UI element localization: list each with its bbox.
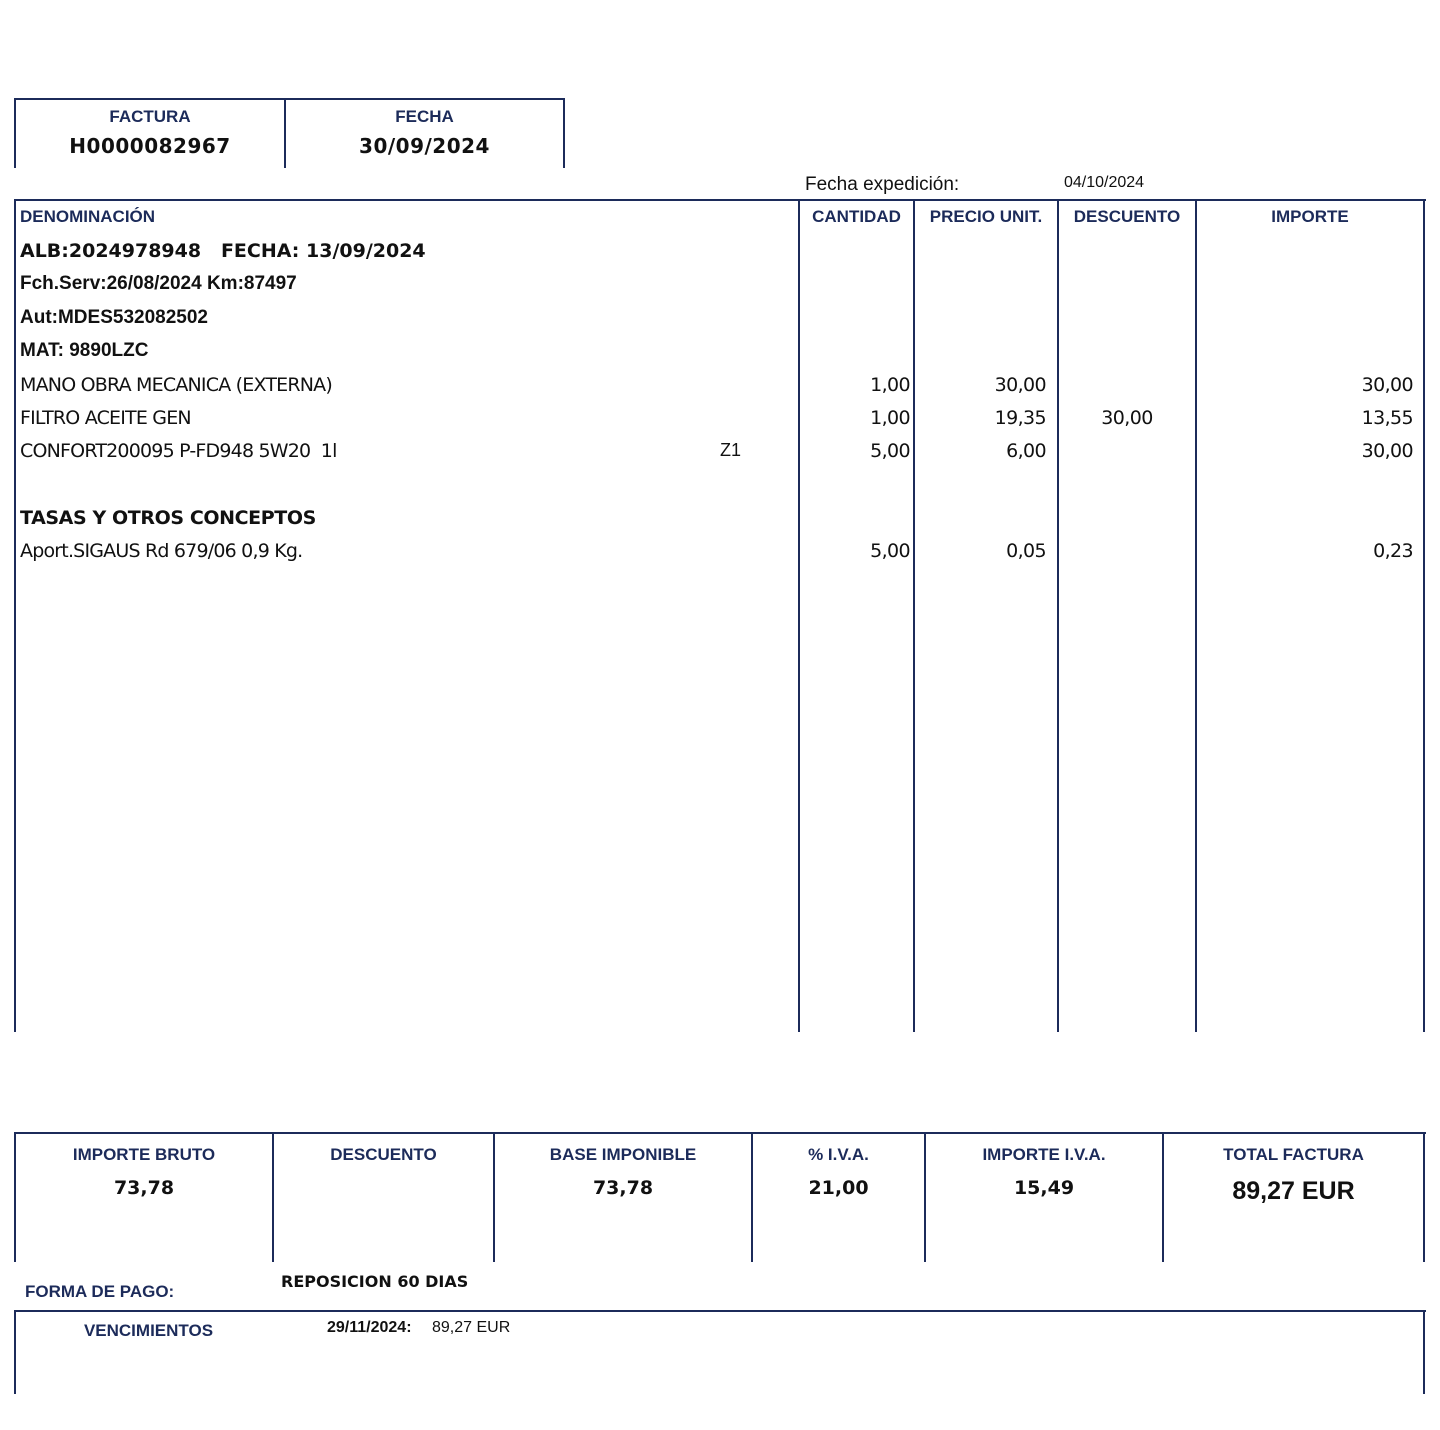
importe-iva-label: IMPORTE I.V.A. <box>982 1145 1106 1164</box>
divider <box>1423 1132 1425 1262</box>
item-importe: 30,00 <box>1361 374 1413 396</box>
col-header-denominacion: DENOMINACIÓN <box>20 207 156 226</box>
item-precio: 0,05 <box>1006 540 1046 562</box>
item-precio: 6,00 <box>1006 440 1046 462</box>
divider <box>1423 1310 1425 1394</box>
col-header-importe: IMPORTE <box>1271 207 1349 226</box>
item-code: Z1 <box>720 440 742 460</box>
item-description: FILTRO ACEITE GEN <box>20 407 191 429</box>
divider <box>913 199 915 1032</box>
item-importe: 30,00 <box>1361 440 1413 462</box>
divider <box>1057 199 1059 1032</box>
item-description: Aport.SIGAUS Rd 679/06 0,9 Kg. <box>20 540 303 562</box>
base-imponible-label: BASE IMPONIBLE <box>549 1145 697 1164</box>
iva-percent-value: 21,00 <box>808 1177 869 1199</box>
item-importe: 0,23 <box>1373 540 1413 562</box>
factura-number: H0000082967 <box>69 134 231 158</box>
base-imponible-value: 73,78 <box>592 1177 654 1199</box>
item-precio: 30,00 <box>994 374 1046 396</box>
section-title-tasas: TASAS Y OTROS CONCEPTOS <box>20 507 316 529</box>
fecha-label: FECHA <box>395 107 454 126</box>
item-cantidad: 1,00 <box>870 407 910 429</box>
divider <box>1195 199 1197 1032</box>
divider <box>14 98 565 100</box>
divider <box>14 1132 1426 1134</box>
item-descuento: 30,00 <box>1101 407 1153 429</box>
expedicion-date: 04/10/2024 <box>1064 174 1145 191</box>
item-cantidad: 1,00 <box>870 374 910 396</box>
item-cantidad: 5,00 <box>870 440 910 462</box>
divider <box>14 1310 1426 1312</box>
divider <box>14 199 16 1032</box>
iva-percent-label: % I.V.A. <box>808 1145 869 1164</box>
item-description: CONFORT200095 P-FD948 5W20 1l <box>20 440 337 462</box>
vencimientos-label: VENCIMIENTOS <box>83 1321 214 1340</box>
plate-line: MAT: 9890LZC <box>20 340 149 361</box>
albaran-line: ALB:2024978948 FECHA: 13/09/2024 <box>20 240 426 262</box>
col-header-cantidad: CANTIDAD <box>812 207 901 226</box>
forma-pago-value: REPOSICION 60 DIAS <box>281 1272 469 1291</box>
service-line: Fch.Serv:26/08/2024 Km:87497 <box>20 273 297 294</box>
divider <box>1423 199 1425 1032</box>
item-cantidad: 5,00 <box>870 540 910 562</box>
factura-label: FACTURA <box>109 107 191 126</box>
expedicion-label: Fecha expedición: <box>805 174 960 195</box>
forma-pago-label: FORMA DE PAGO: <box>25 1282 175 1301</box>
total-factura-value: 89,27 EUR <box>1232 1177 1355 1205</box>
importe-iva-value: 15,49 <box>1013 1177 1075 1199</box>
vencimiento-amount: 89,27 EUR <box>432 1319 511 1336</box>
fecha-value: 30/09/2024 <box>359 134 490 158</box>
divider <box>563 98 565 168</box>
descuento-label: DESCUENTO <box>330 1145 437 1164</box>
vencimiento-date: 29/11/2024: <box>327 1319 412 1336</box>
item-precio: 19,35 <box>994 407 1046 429</box>
authorization-line: Aut:MDES532082502 <box>20 307 208 328</box>
total-factura-label: TOTAL FACTURA <box>1223 1145 1364 1164</box>
item-description: MANO OBRA MECANICA (EXTERNA) <box>20 374 332 396</box>
table-top-border <box>14 199 1426 201</box>
col-header-descuento: DESCUENTO <box>1073 207 1181 226</box>
item-importe: 13,55 <box>1361 407 1413 429</box>
divider <box>798 199 800 1032</box>
col-header-precio: PRECIO UNIT. <box>929 207 1043 226</box>
importe-bruto-label: IMPORTE BRUTO <box>72 1145 216 1164</box>
importe-bruto-value: 73,78 <box>113 1177 175 1199</box>
